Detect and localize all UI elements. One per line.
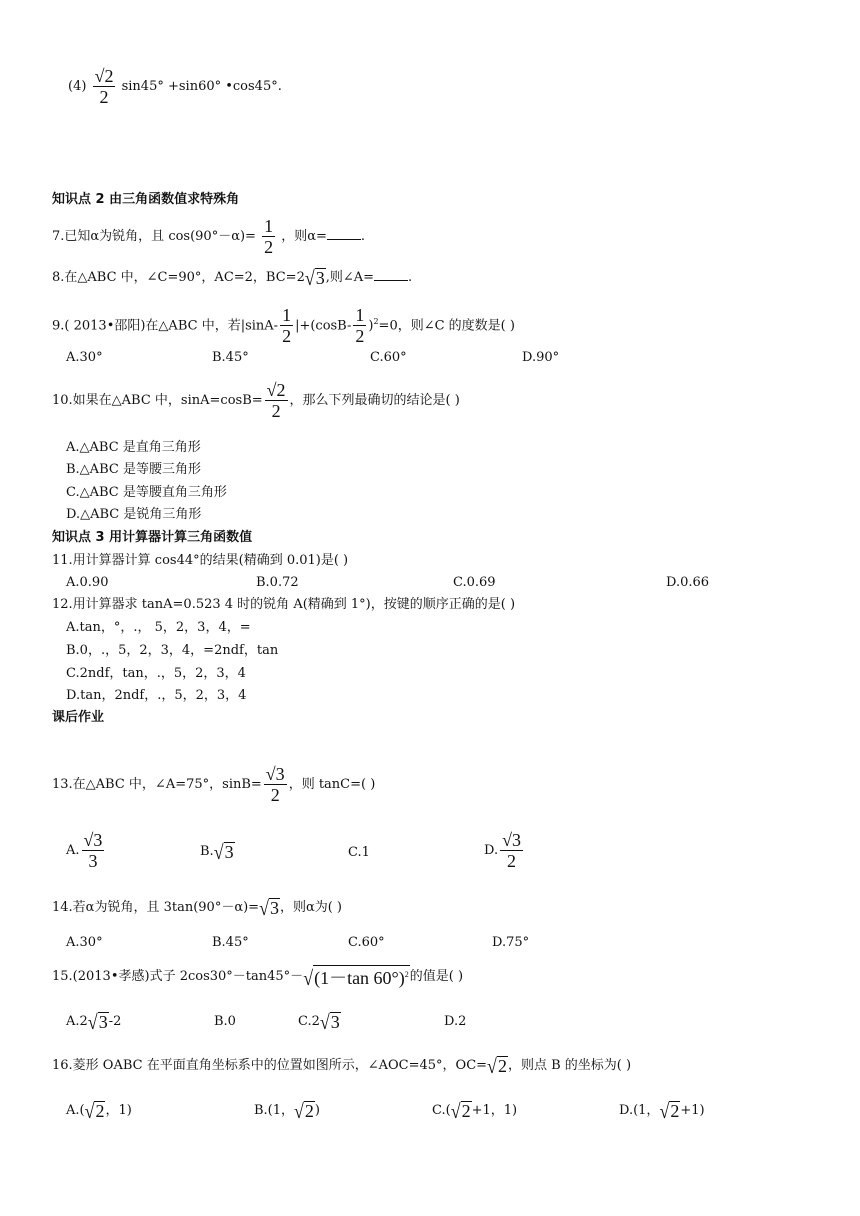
q15-option-a-tail: -2 <box>108 1014 122 1029</box>
question-16 <box>52 1052 631 1080</box>
q13-after: ，则 tanC=( ) <box>288 777 376 792</box>
q16-option-a-pre: A.( <box>66 1103 85 1118</box>
q16-option-a-sqrt: √2 <box>84 1099 105 1122</box>
question-11: 11.用计算器计算 cos44°的结果(精确到 0.01)是( ) <box>52 553 349 568</box>
q14-radicand: 3 <box>269 897 279 918</box>
q16-option-c-post: +1，1) <box>471 1103 518 1118</box>
q7-frac-num: 1 <box>264 216 274 236</box>
question-15 <box>52 962 463 992</box>
q13-frac-num: √3 <box>265 764 285 784</box>
q7-end: . <box>360 229 366 244</box>
q4-label: (4) <box>68 79 87 94</box>
q8-radicand: 3 <box>315 267 325 288</box>
question-4 <box>68 66 282 107</box>
q9-option-d[interactable]: D.90° <box>522 350 560 365</box>
q4-tail: sin45° +sin60° •cos45°. <box>121 79 282 94</box>
q9-option-c[interactable]: C.60° <box>370 350 407 365</box>
q16-option-d[interactable] <box>619 1097 705 1125</box>
q9-option-a[interactable]: A.30° <box>66 350 103 365</box>
q8-end: . <box>408 270 413 285</box>
q15-option-b[interactable]: B.0 <box>214 1014 236 1029</box>
q15-option-c-sqrt: √3 <box>319 1010 340 1033</box>
question-14 <box>52 894 342 922</box>
q15-option-a-radicand: 3 <box>98 1011 108 1032</box>
q13-fraction <box>264 764 287 805</box>
q15-before: 15.(2013•孝感)式子 2cos30°－tan45°－ <box>52 969 304 984</box>
q16-option-b[interactable] <box>254 1097 320 1125</box>
question-12: 12.用计算器求 tanA=0.523 4 时的锐角 A(精确到 1°)，按键的顺序正确的是( ) <box>52 597 516 612</box>
q9-frac1-num: 1 <box>282 305 292 326</box>
q15-option-c-radicand: 3 <box>330 1011 340 1032</box>
q15-superscript: 2 <box>404 970 409 979</box>
q13-option-d-fraction <box>500 830 523 871</box>
q15-radicand-wrap <box>313 965 410 987</box>
q15-sqrt: √(1－tan 60°)$^2$ <box>303 966 409 990</box>
q16-option-c[interactable] <box>432 1097 517 1125</box>
q13-option-a-fraction <box>82 830 105 871</box>
q4-frac-num: √2 <box>94 66 114 86</box>
section-3-heading: 知识点 3 用计算器计算三角函数值 <box>52 530 253 545</box>
q12-option-b[interactable]: B.0，.，5，2，3，4，=2ndf，tan <box>66 643 279 658</box>
q13-option-d-den: 2 <box>507 851 517 871</box>
q16-option-c-sqrt: √2 <box>450 1099 471 1122</box>
q15-option-c-label: C.2 <box>298 1014 320 1029</box>
q14-after: ，则α为( ) <box>279 900 343 915</box>
q13-option-a-den: 3 <box>88 851 98 871</box>
q13-option-b-label: B. <box>200 844 214 859</box>
q4-frac-den: 2 <box>99 87 109 107</box>
q12-option-d[interactable]: D.tan，2ndf，.，5，2，3，4 <box>66 688 247 703</box>
q11-option-c[interactable]: C.0.69 <box>453 575 496 590</box>
q9-text1: 9.( 2013•邵阳)在△ABC 中，若|sinA- <box>52 318 279 334</box>
q13-option-a-num: √3 <box>83 830 103 850</box>
q9-option-b[interactable]: B.45° <box>212 350 249 365</box>
q13-option-a-label: A. <box>66 843 80 858</box>
q7-before: 7.已知α为锐角，且 cos(90°－α)= <box>52 229 256 244</box>
q14-option-d[interactable]: D.75° <box>492 935 530 950</box>
question-9 <box>52 302 515 346</box>
q15-option-a-label: A.2 <box>66 1014 88 1029</box>
q16-option-d-sqrt: √2 <box>659 1099 680 1122</box>
q13-option-d[interactable] <box>484 830 525 871</box>
q16-option-a-radicand: 2 <box>95 1100 105 1121</box>
q15-after: 的值是( ) <box>409 969 464 984</box>
q9-text4: =0，则∠C 的度数是( ) <box>378 318 515 334</box>
q11-option-b[interactable]: B.0.72 <box>256 575 299 590</box>
q16-option-d-post: +1) <box>680 1103 705 1118</box>
q12-option-c[interactable]: C.2ndf，tan，.，5，2，3，4 <box>66 666 246 681</box>
q13-option-b-radicand: 3 <box>224 841 234 862</box>
q8-after: ,则∠A= <box>325 270 375 285</box>
q10-fraction <box>265 380 288 421</box>
q16-option-c-radicand: 2 <box>461 1100 471 1121</box>
q4-fraction <box>93 66 116 107</box>
question-8 <box>52 264 412 292</box>
q15-option-c[interactable] <box>298 1008 341 1036</box>
q9-superscript: 2 <box>373 317 379 326</box>
q9-text3: ) <box>368 318 374 334</box>
q10-before: 10.如果在△ABC 中，sinA=cosB= <box>52 393 263 408</box>
q10-after: ，那么下列最确切的结论是( ) <box>289 393 460 408</box>
q8-sqrt: √3 <box>304 266 325 289</box>
q13-option-a[interactable] <box>66 830 106 871</box>
q16-before: 16.菱形 OABC 在平面直角坐标系中的位置如图所示，∠AOC=45°，OC= <box>52 1058 488 1073</box>
q16-radicand: 2 <box>497 1055 507 1076</box>
q15-option-a-sqrt: √3 <box>87 1010 108 1033</box>
q10-frac-den: 2 <box>271 401 281 421</box>
q13-option-c[interactable]: C.1 <box>348 845 370 860</box>
q13-option-d-label: D. <box>484 843 499 858</box>
question-13 <box>52 764 375 805</box>
q9-frac2-num: 1 <box>355 305 365 326</box>
q15-option-a[interactable] <box>66 1008 121 1036</box>
q12-option-a[interactable]: A.tan，°，.， 5，2，3，4，= <box>66 620 251 635</box>
q16-option-b-post: ) <box>314 1103 320 1118</box>
q10-option-a[interactable]: A.△ABC 是直角三角形 <box>66 440 201 455</box>
q13-before: 13.在△ABC 中，∠A=75°，sinB= <box>52 777 262 792</box>
q14-option-c[interactable]: C.60° <box>348 935 385 950</box>
q16-option-a[interactable] <box>66 1097 132 1125</box>
q10-option-d[interactable]: D.△ABC 是锐角三角形 <box>66 507 202 522</box>
q10-option-c[interactable]: C.△ABC 是等腰直角三角形 <box>66 485 227 500</box>
q16-option-d-pre: D.(1， <box>619 1103 660 1118</box>
q16-option-b-radicand: 2 <box>304 1100 314 1121</box>
q14-option-a[interactable]: A.30° <box>66 935 103 950</box>
q7-fraction <box>262 216 275 257</box>
q9-frac1-den: 2 <box>282 326 292 347</box>
q13-option-b-sqrt: √3 <box>213 840 234 863</box>
q7-frac-den: 2 <box>264 237 274 257</box>
q15-radicand: (1－tan 60°) <box>314 968 405 988</box>
q9-fraction-1 <box>280 305 293 346</box>
q14-option-b[interactable]: B.45° <box>212 935 249 950</box>
question-10 <box>52 380 460 421</box>
q10-option-b[interactable]: B.△ABC 是等腰三角形 <box>66 462 201 477</box>
q8-answer-blank[interactable] <box>374 267 408 281</box>
q7-after: ，则α= <box>281 229 327 244</box>
q11-option-d[interactable]: D.0.66 <box>666 575 710 590</box>
q16-sqrt: √2 <box>487 1054 507 1077</box>
q16-option-b-pre: B.(1， <box>254 1103 295 1118</box>
q13-option-b[interactable] <box>200 838 235 866</box>
q8-before: 8.在△ABC 中，∠C=90°，AC=2，BC=2 <box>52 270 305 285</box>
q13-frac-den: 2 <box>270 785 280 805</box>
q16-after: ，则点 B 的坐标为( ) <box>507 1058 632 1073</box>
q16-option-a-post: ，1) <box>105 1103 132 1118</box>
section-2-heading: 知识点 2 由三角函数值求特殊角 <box>52 192 240 207</box>
q15-option-d[interactable]: D.2 <box>444 1014 467 1029</box>
q16-option-d-radicand: 2 <box>670 1100 680 1121</box>
question-7 <box>52 216 365 257</box>
q9-fraction-2 <box>353 305 366 346</box>
q7-answer-blank[interactable] <box>327 226 361 240</box>
q9-frac2-den: 2 <box>355 326 365 347</box>
q16-option-b-sqrt: √2 <box>294 1099 314 1122</box>
q16-option-c-pre: C.( <box>432 1103 451 1118</box>
q11-option-a[interactable]: A.0.90 <box>66 575 109 590</box>
q14-sqrt: √3 <box>259 896 279 919</box>
homework-heading: 课后作业 <box>52 710 105 725</box>
q13-option-d-num: √3 <box>502 830 521 850</box>
q9-text2: |+(cosB- <box>295 318 352 334</box>
q10-frac-num: √2 <box>266 380 286 400</box>
q14-before: 14.若α为锐角，且 3tan(90°－α)= <box>52 900 260 915</box>
